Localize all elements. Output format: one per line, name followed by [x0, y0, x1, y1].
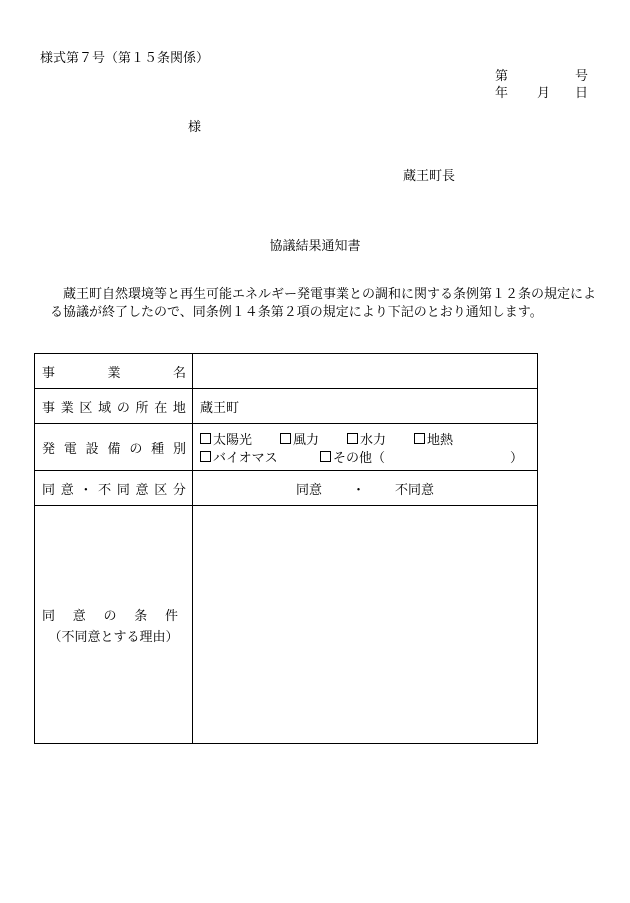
consent-agree[interactable]: 同意 — [295, 482, 322, 498]
label-char: 同 — [42, 482, 56, 498]
equipment-option[interactable] — [280, 429, 347, 448]
location-value[interactable]: 蔵王町 — [193, 389, 538, 424]
checkbox-icon[interactable] — [320, 451, 331, 462]
business-name-value[interactable] — [193, 354, 538, 389]
equipment-label — [35, 424, 193, 471]
location-label — [35, 389, 193, 424]
label-char: 意 — [60, 482, 74, 498]
label-char: 意 — [72, 608, 86, 624]
label-char: 名 — [172, 365, 186, 381]
checkbox-icon[interactable] — [200, 433, 211, 444]
equipment-option[interactable] — [320, 447, 440, 466]
label-char: 発 — [42, 441, 56, 457]
conditions-value[interactable] — [193, 506, 538, 744]
label-char: の — [103, 608, 117, 624]
label-char: 電 — [63, 441, 77, 457]
label-char: 在 — [154, 400, 168, 416]
equipment-option-label: その他（ — [333, 450, 386, 466]
label-char: 意 — [135, 482, 149, 498]
label-char: の — [116, 400, 130, 416]
business-name-label — [35, 354, 193, 389]
number-suffix: 号 — [574, 69, 588, 84]
checkbox-icon[interactable] — [347, 433, 358, 444]
equipment-option-label: 水力 — [360, 432, 387, 448]
label-char: 同 — [42, 608, 56, 624]
label-char: 事 — [42, 365, 56, 381]
document-title: 協議結果通知書 — [269, 239, 361, 254]
equipment-option-label: 風力 — [293, 432, 320, 448]
label-char: 事 — [42, 400, 56, 416]
equipment-option[interactable] — [347, 429, 414, 448]
row-conditions — [35, 506, 538, 744]
label-char: 種 — [151, 441, 165, 457]
checkbox-icon[interactable] — [200, 451, 211, 462]
label-char: 同 — [116, 482, 130, 498]
equipment-option[interactable] — [200, 447, 320, 466]
label-char: 設 — [85, 441, 99, 457]
row-equipment — [35, 424, 538, 471]
label-char: 地 — [172, 400, 186, 416]
body-paragraph — [50, 286, 600, 322]
equipment-option-label: バイオマス — [213, 450, 278, 466]
label-char: 件 — [164, 608, 178, 624]
sender: 蔵王町長 — [403, 169, 456, 184]
label-char: 所 — [135, 400, 149, 416]
checkbox-icon[interactable] — [414, 433, 425, 444]
label-char: 備 — [107, 441, 121, 457]
row-consent — [35, 471, 538, 506]
label-char: 別 — [172, 441, 186, 457]
label-char: 条 — [134, 608, 148, 624]
consent-options — [193, 471, 538, 506]
row-location — [35, 389, 538, 424]
consent-label — [35, 471, 193, 506]
consent-disagree[interactable]: 不同意 — [395, 482, 435, 498]
conditions-sublabel: （不同意とする理由） — [48, 629, 179, 645]
label-char: 不 — [98, 482, 112, 498]
row-business-name — [35, 354, 538, 389]
date-month: 月 — [537, 86, 551, 101]
label-char: 区 — [79, 400, 93, 416]
form-number: 様式第７号（第１５条関係） — [40, 51, 210, 66]
equipment-option-label: 太陽光 — [213, 432, 253, 448]
label-char: ・ — [79, 482, 93, 498]
addressee: 様 — [188, 120, 202, 135]
equipment-option-label: 地熱 — [427, 432, 454, 448]
body-paragraph-text: 蔵王町自然環境等と再生可能エネルギー発電事業との調和に関する条例第１２条の規定による協議が終了したので、同条例１４条第２項の規定により下記のとおり通知します。 — [50, 287, 597, 320]
label-char: 区 — [154, 482, 168, 498]
label-char: 業 — [107, 365, 121, 381]
date-day: 日 — [574, 86, 588, 101]
label-char: 分 — [172, 482, 186, 498]
equipment-option[interactable] — [200, 429, 280, 448]
number-prefix: 第 — [495, 69, 509, 84]
date-year: 年 — [495, 86, 509, 101]
conditions-label — [35, 506, 193, 744]
label-char: 域 — [98, 400, 112, 416]
notification-table — [34, 353, 538, 744]
checkbox-icon[interactable] — [280, 433, 291, 444]
label-char: の — [129, 441, 143, 457]
equipment-option[interactable] — [414, 429, 474, 448]
label-char: 業 — [60, 400, 74, 416]
equipment-options — [193, 424, 538, 471]
other-close-paren: ） — [509, 450, 523, 466]
consent-separator: ・ — [351, 482, 365, 498]
